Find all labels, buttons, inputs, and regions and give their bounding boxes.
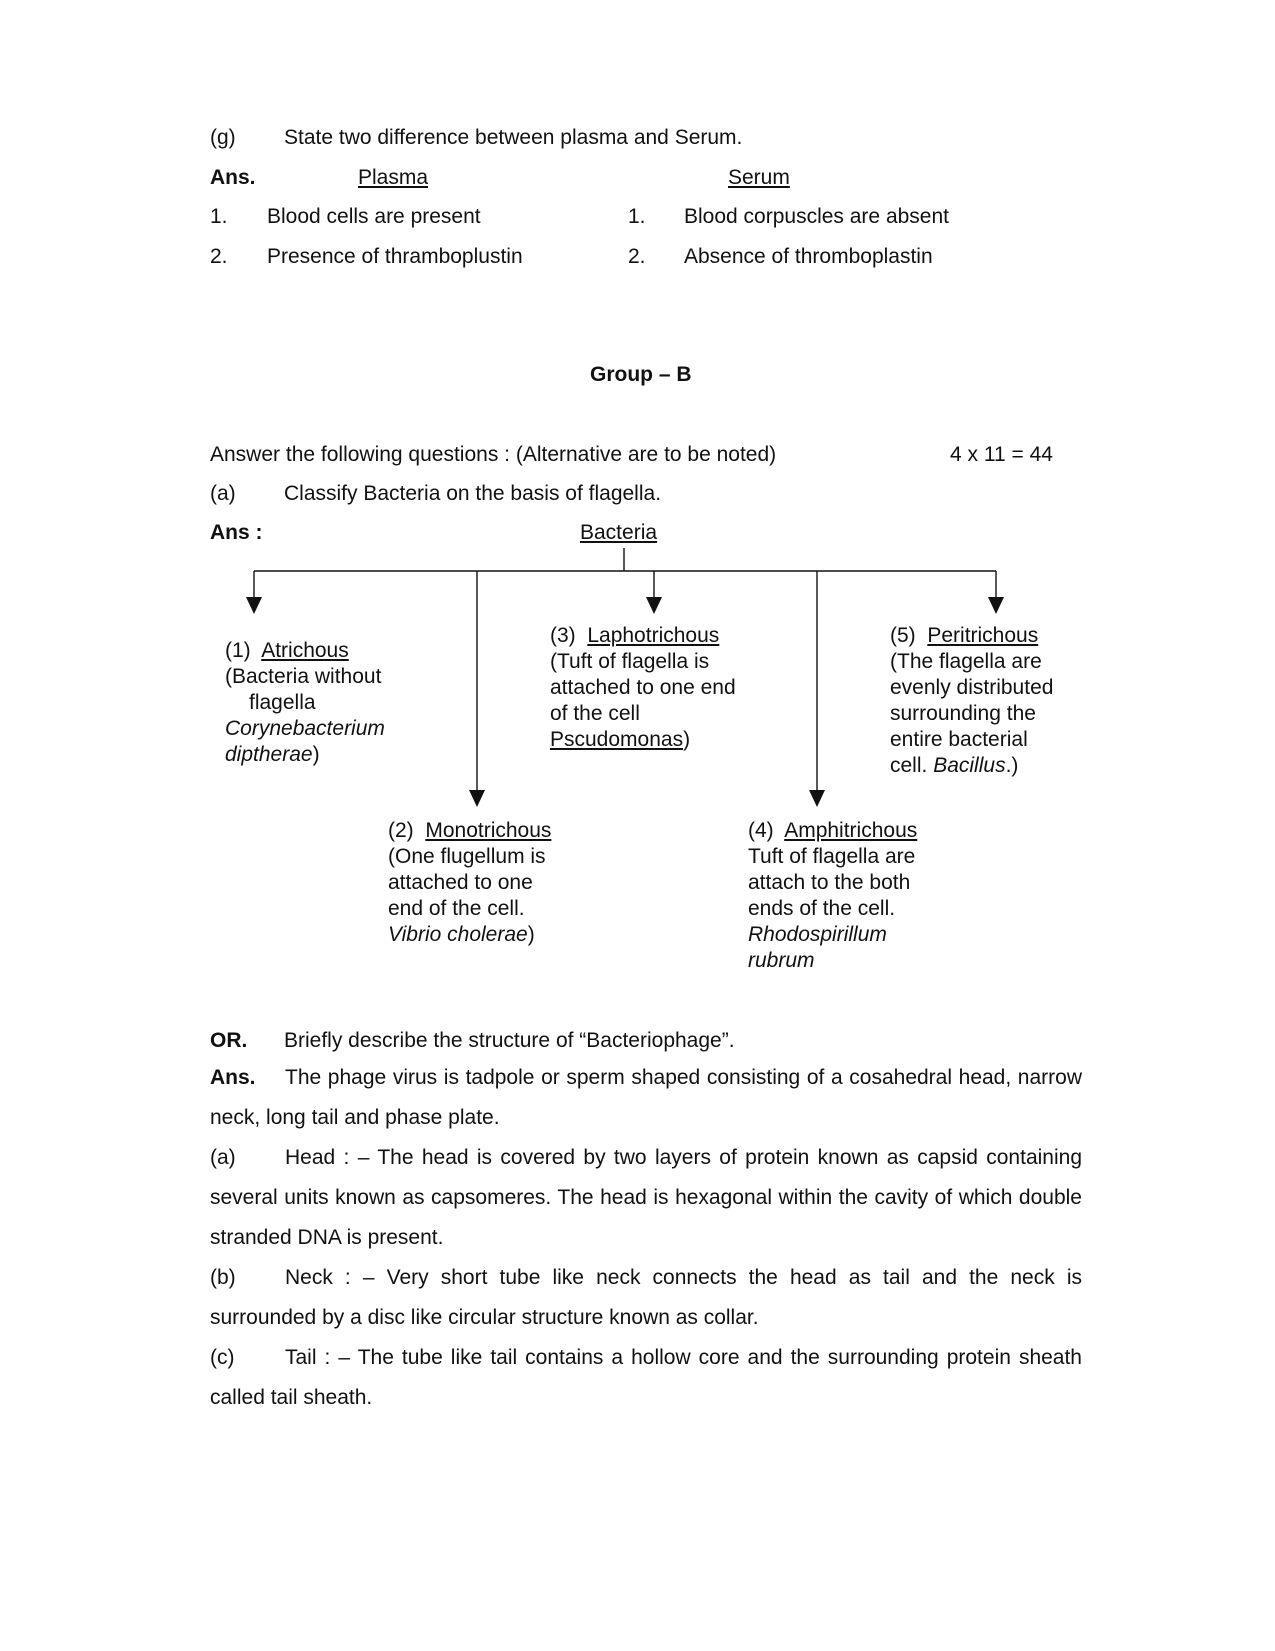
serum-row-text: Blood corpuscles are absent [684,205,949,228]
answer-label: Ans. [210,1066,256,1089]
node-desc-line: cell. [890,754,928,777]
q-a-ans-label: Ans : [210,521,263,544]
plasma-row-num: 1. [210,205,228,228]
plasma-row-num: 2. [210,245,228,268]
node-desc-line: Tuft of flagella are [748,845,916,868]
node-title: Monotrichous [425,819,552,842]
node-desc-line: end of the cell. [388,897,525,920]
node-desc-line: (One flugellum is [388,845,546,868]
instructions-text: Answer the following questions : (Alternative are to be noted) [210,443,777,466]
plasma-row-text: Blood cells are present [267,205,481,228]
node-desc-line: attach to the both [748,871,911,894]
arrowhead-2 [469,790,485,807]
node-laphotrichous [550,623,736,753]
node-desc-line: surrounding the [890,702,1036,725]
diagram-root-label: Bacteria [580,521,658,544]
node-close: .) [1005,754,1019,777]
arrowhead-3 [646,597,662,614]
node-monotrichous [388,818,551,948]
node-example: rubrum [748,949,815,972]
serum-row-num: 2. [628,245,646,268]
node-desc-line: flagella [249,691,316,714]
q-a-label: (a) [210,482,236,505]
node-number: (4) [748,819,774,842]
answer-intro [210,1058,1082,1138]
answer-intro-text: The phage virus is tadpole or sperm shaped consisting of a cosahedral head, narrow neck, long tail and phase plate. [210,1066,1082,1129]
node-example: Corynebacterium [225,717,385,740]
part-label: (b) [210,1266,236,1289]
serum-row-text: Absence of thromboplastin [684,245,933,268]
q-g-ans-label: Ans. [210,166,256,189]
part-text: Tail : – The tube like tail contains a hollow core and the surrounding protein sheath called tail sheath. [210,1346,1082,1409]
node-amphitrichous [748,818,917,974]
arrowhead-4 [809,790,825,807]
answer-part-head [210,1138,1082,1258]
node-title: Atrichous [261,639,349,662]
node-desc-line: attached to one [388,871,533,894]
group-title: Group – B [590,363,692,386]
node-close: ) [527,923,535,946]
node-atrichous [225,638,385,768]
node-example: Rhodospirillum [748,923,887,946]
node-desc-line: (Bacteria without [225,665,382,688]
plasma-row-text: Presence of thramboplustin [267,245,523,268]
node-title: Peritrichous [927,624,1039,647]
node-desc-line: (The flagella are [890,650,1042,673]
node-example: Pscudomonas [550,728,684,751]
node-example: Bacillus [933,754,1006,777]
q-g-question: State two difference between plasma and Serum. [284,126,743,149]
node-number: (3) [550,624,576,647]
node-close: ) [683,728,691,751]
node-number: (2) [388,819,414,842]
node-close: ) [312,743,320,766]
part-text: Head : – The head is covered by two layers of protein known as capsid containing several units known as capsomeres. The head is hexagonal within the cavity of which double stranded DNA is present. [210,1146,1082,1249]
plasma-heading: Plasma [358,166,429,189]
node-number: (1) [225,639,251,662]
node-desc-line: attached to one end [550,676,736,699]
q-g-label: (g) [210,126,236,149]
or-label: OR. [210,1029,248,1052]
node-desc-line: evenly distributed [890,676,1054,699]
part-label: (c) [210,1346,235,1369]
or-question: Briefly describe the structure of “Bacteriophage”. [284,1029,735,1052]
part-text: Neck : – Very short tube like neck connects the head as tail and the neck is surrounded by a disc like circular structure known as collar. [210,1266,1082,1329]
node-example: diptherae [225,743,313,766]
node-peritrichous [890,623,1053,779]
node-title: Amphitrichous [784,819,918,842]
answer-part-tail [210,1338,1082,1418]
answer-part-neck [210,1258,1082,1338]
node-desc-line: of the cell [550,702,640,725]
node-desc-line: (Tuft of flagella is [550,650,710,673]
serum-row-num: 1. [628,205,646,228]
arrowhead-1 [246,597,262,614]
marks-text: 4 x 11 = 44 [950,443,1053,466]
q-a-question: Classify Bacteria on the basis of flagella. [284,482,662,505]
arrowhead-5 [988,597,1004,614]
node-example: Vibrio cholerae [388,923,528,946]
node-desc-line: ends of the cell. [748,897,896,920]
serum-heading: Serum [728,166,790,189]
part-label: (a) [210,1146,236,1169]
node-desc-line: entire bacterial [890,728,1028,751]
node-title: Laphotrichous [587,624,720,647]
node-number: (5) [890,624,916,647]
